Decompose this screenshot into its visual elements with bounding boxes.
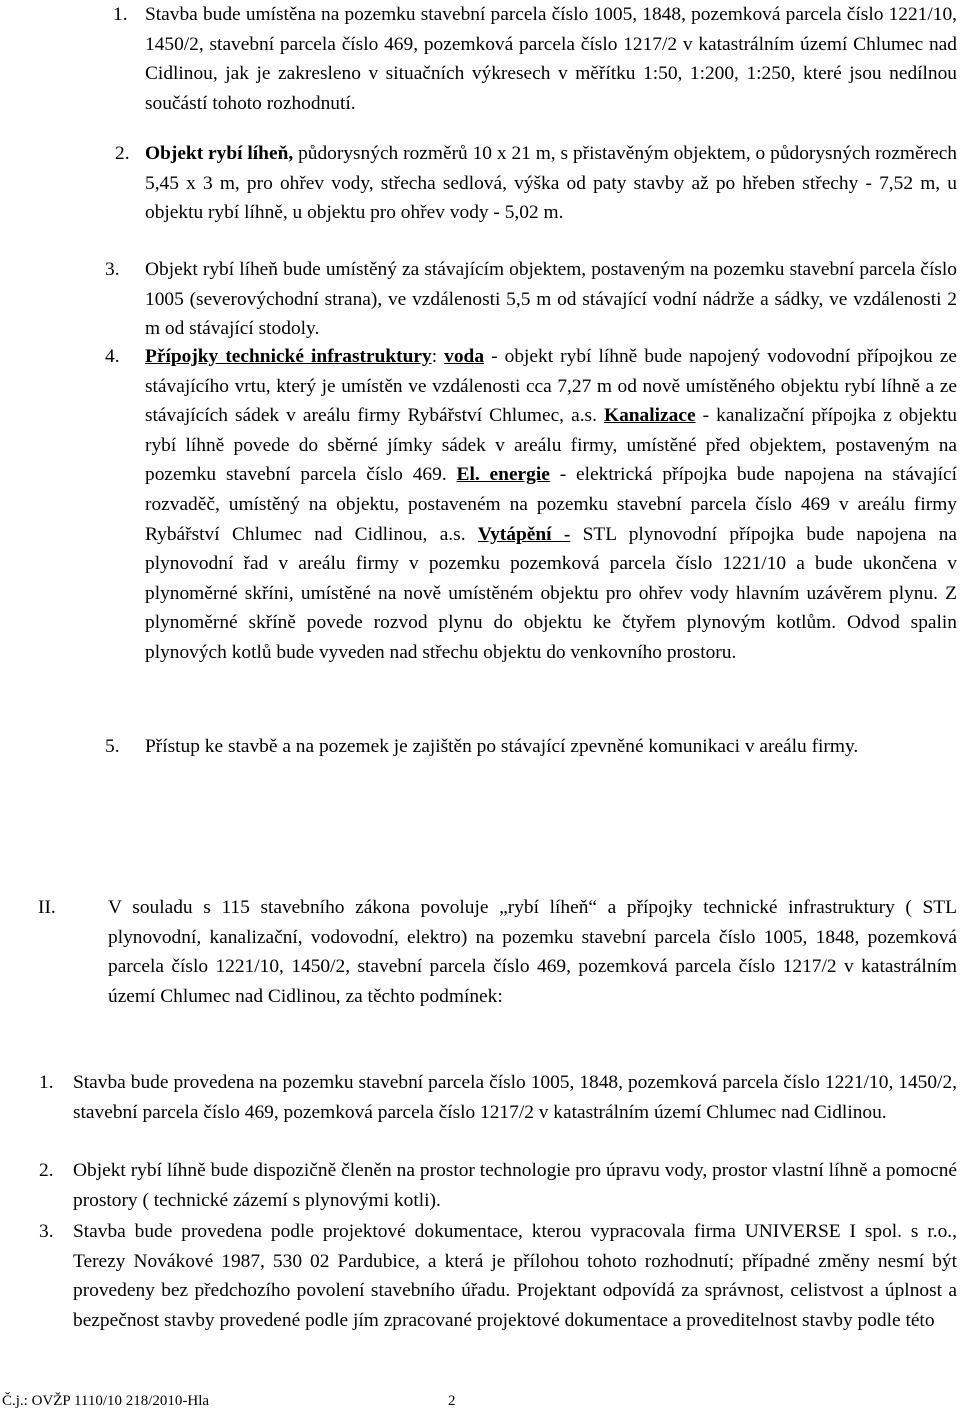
item-text: Stavba bude provedena na pozemku stavební parcela číslo 1005, 1848, pozemková parcela číslo 1221/10, 1450/2, stavební parcela číslo 469, pozemková parcela číslo 1217/2 v katastrálním území Chlumec nad Cidlinou. <box>73 1072 957 1123</box>
condition-item-ii-3 <box>39 1217 957 1335</box>
item-number: 4. <box>105 346 120 367</box>
item-text <box>145 732 957 762</box>
section-ii-text: V souladu s 115 stavebního zákona povoluje „rybí líheň“ a přípojky technické infrastruktury ( STL plynovodní, kanalizační, vodovodní, elektro) na pozemku stavební parcela číslo 1005, 1848, pozemková parcela číslo 1221/10, 1450/2, stavební parcela číslo 469, pozemková parcela číslo 1217/2 v katastrálním území Chlumec nad Cidlinou, za těchto podmínek: <box>108 897 957 1007</box>
item-number: 5. <box>105 736 120 757</box>
condition-item-ii-1 <box>39 1068 957 1127</box>
item-number: 2. <box>39 1160 54 1181</box>
item-number: 3. <box>105 259 120 280</box>
item-text <box>145 139 957 228</box>
condition-item-4 <box>105 342 958 668</box>
emphasized-text: El. energie <box>456 464 550 486</box>
page-number: 2 <box>448 1393 456 1409</box>
text-run: - elektrická přípojka bude napojena na stávající rozvaděč, umístěný na objektu, postaveném na pozemku stavební parcela číslo 469 v areálu firmy Rybářství Chlumec nad Cidlinou, a.s. <box>145 464 957 545</box>
item-text <box>145 0 957 118</box>
text-run: Objekt rybí líheň bude umístěný za stávajícím objektem, postaveným na pozemku stavební parcela číslo 1005 (severovýchodní strana), ve vzdálenosti 5,5 m od stávající vodní nádrže a sádky, ve vzdálenosti 2 m od stávající stodoly. <box>145 259 957 340</box>
item-text: Objekt rybí líhně bude dispozičně členěn na prostor technologie pro úpravu vody, prostor vlastní líhně a pomocné prostory ( technické zázemí s plynovými kotli). <box>73 1160 957 1211</box>
text-run: půdorysných rozměrů 10 x 21 m, s přistavěným objektem, o půdorysných rozměrech 5,45 x 3 m, pro ohřev vody, střecha sedlová, výška od paty stavby až po hřeben střechy - 7,52 m, u objektu rybí líhně, u objektu pro ohřev vody - 5,02 m. <box>145 143 957 224</box>
emphasized-text: Objekt rybí líheň, <box>145 143 294 164</box>
item-number: 1. <box>113 4 128 25</box>
text-run: : <box>431 346 445 367</box>
condition-item-2 <box>115 139 957 228</box>
emphasized-text: Kanalizace <box>604 405 696 427</box>
item-text <box>145 342 957 668</box>
text-run: - objekt rybí líhně bude napojený vodovodní přípojkou ze stávajícího vrtu, který je umístěn ve vzdálenosti cca 7,27 m od nově umístěného objektu rybí líhně a ze stávajících sádek v areálu firmy Rybářství Chlumec, a.s. <box>145 346 957 427</box>
emphasized-text: voda <box>444 346 485 367</box>
condition-item-5 <box>105 732 957 762</box>
section-ii-intro <box>108 893 957 1011</box>
document-reference-number: Č.j.: OVŽP 1110/10 218/2010-Hla <box>2 1393 210 1409</box>
condition-item-ii-2 <box>39 1156 957 1215</box>
text-run: Stavba bude umístěna na pozemku stavební parcela číslo 1005, 1848, pozemková parcela číslo 1221/10, 1450/2, stavební parcela číslo 469, pozemková parcela číslo 1217/2 v katastrálním území Chlumec nad Cidlinou, jak je zakresleno v situačních výkresech v měřítku 1:50, 1:200, 1:250, které jsou nedílnou součástí tohoto rozhodnutí. <box>145 4 957 114</box>
text-run: Přístup ke stavbě a na pozemek je zajištěn po stávající zpevněné komunikaci v areálu firmy. <box>145 736 859 757</box>
text-run: STL plynovodní přípojka bude napojena na plynovodní řad v areálu firmy v pozemku pozemková parcela číslo 1221/10 a bude ukončena v plynoměrné skříni, umístěné na nově umístěném objektu pro ohřev vody hlavním uzávěrem plynu. Z plynoměrné skříně povede rozvod plynu do objektu ke čtyřem plynovým kotlům. Odvod spalin plynových kotlů bude vyveden nad střechu objektu do venkovního prostoru. <box>145 523 958 663</box>
item-text <box>145 255 957 344</box>
item-number: 1. <box>39 1072 54 1093</box>
text-run: - kanalizační přípojka z objektu rybí líhně povede do sběrné jímky sádek v areálu firmy, umístěné před objektem, postaveným na pozemku stavební parcela číslo 469. <box>145 405 957 486</box>
item-number: 3. <box>39 1221 54 1242</box>
item-text: Stavba bude provedena podle projektové dokumentace, kterou vypracovala firma UNIVERSE I spol. s r.o., Terezy Novákové 1987, 530 02 Pardubice, a která je přílohou tohoto rozhodnutí; případné změny nesmí být provedeny bez předchozího povolení stavebního úřadu. Projektant odpovídá za správnost, celistvost a úplnost a bezpečnost stavby provedené podle jím zpracované projektové dokumentace a proveditelnost stavby podle této <box>73 1221 957 1331</box>
condition-item-1 <box>113 0 957 118</box>
item-number: 2. <box>115 143 130 164</box>
emphasized-text: Přípojky technické infrastruktury <box>145 346 432 367</box>
emphasized-text: Vytápění - <box>477 523 571 545</box>
condition-item-3 <box>105 255 957 344</box>
section-roman-numeral: II. <box>38 897 56 918</box>
